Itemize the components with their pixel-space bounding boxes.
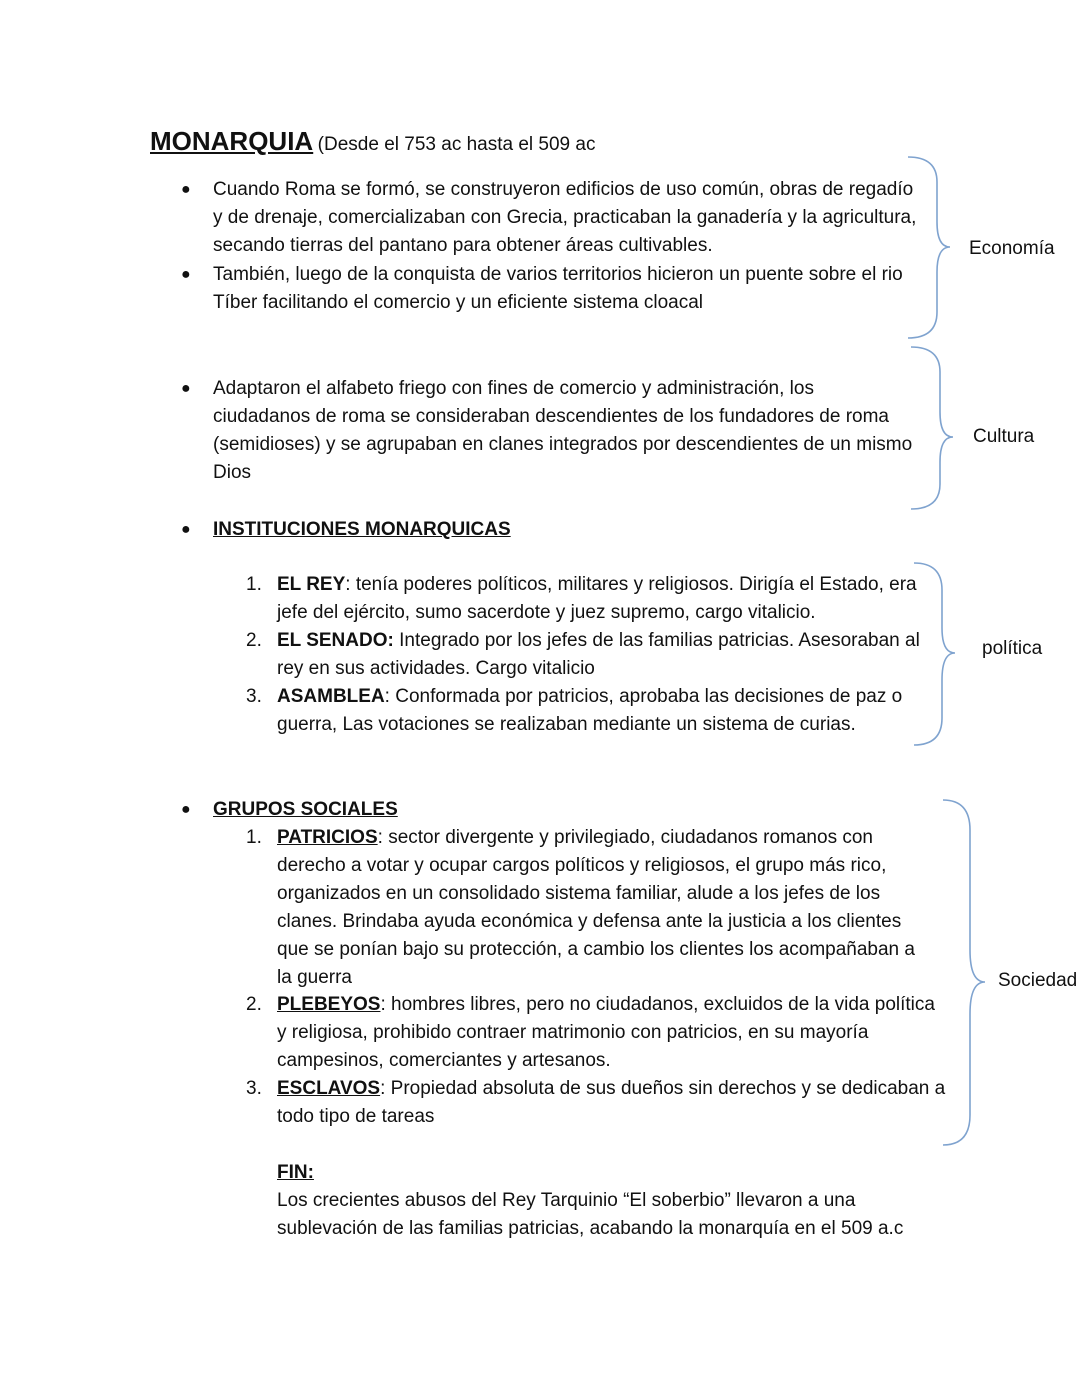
label-cultura: Cultura	[973, 426, 1035, 447]
label-sociedad: Sociedad	[998, 970, 1078, 991]
label-economia: Economía	[969, 238, 1055, 259]
list-number: 1.	[246, 827, 262, 848]
list-number: 2.	[246, 630, 262, 651]
institucion-asamblea: ASAMBLEA: Conformada por patricios, aprobaba las decisiones de paz o guerra, Las votaciones se realizaban mediante un sistema de curias.	[277, 686, 903, 735]
bullet-icon: ●	[181, 380, 191, 397]
brace-politica	[914, 563, 955, 745]
bullet-icon: ●	[181, 266, 191, 283]
label-politica: política	[982, 638, 1043, 659]
brace-sociedad	[943, 800, 985, 1145]
grupos-heading: GRUPOS SOCIALES	[213, 799, 398, 820]
list-number: 1.	[246, 574, 262, 595]
economia-bullet-2: También, luego de la conquista de varios territorios hicieron un puente sobre el rio Tíber facilitando el comercio y un eficiente sistema cloacal	[213, 264, 903, 313]
institucion-rey: EL REY: tenía poderes políticos, militares y religiosos. Dirigía el Estado, era jefe del ejército, sumo sacerdote y juez supremo, cargo vitalicio.	[277, 574, 917, 623]
instituciones-heading: INSTITUCIONES MONARQUICAS	[213, 519, 511, 540]
list-number: 3.	[246, 1078, 262, 1099]
fin-heading: FIN:	[277, 1162, 314, 1183]
grupo-plebeyos: PLEBEYOS: hombres libres, pero no ciudadanos, excluidos de la vida política y religiosa, prohibido contraer matrimonio con patricios, en su mayoría campesinos, comerciantes y artesanos.	[277, 994, 935, 1071]
institucion-senado: EL SENADO: Integrado por los jefes de las familias patricias. Asesoraban al rey en sus actividades. Cargo vitalicio	[277, 630, 920, 679]
bullet-icon: ●	[181, 521, 191, 538]
grupo-patricios: PATRICIOS: sector divergente y privilegiado, ciudadanos romanos con derecho a votar y ocupar cargos políticos y religiosos, el grupo más rico, organizados en un consolidado sistema familiar, alude a los jefes de los clanes. Brindaba ayuda económica y defensa ante la justicia a los clientes que se ponían bajo su protección, a cambio los clientes los acompañaban a la guerra	[277, 827, 915, 988]
bullet-icon: ●	[181, 181, 191, 198]
page-title	[150, 126, 595, 157]
list-number: 2.	[246, 994, 262, 1015]
bullet-icon: ●	[181, 801, 191, 818]
title-subtitle: (Desde el 753 ac hasta el 509 ac	[317, 134, 596, 155]
fin-section: FIN: Los crecientes abusos del Rey Tarquinio “El soberbio” llevaron a una sublevación de las familias patricias, acabando la monarquía en el 509 a.c	[277, 1159, 903, 1243]
economia-bullet-1: Cuando Roma se formó, se construyeron edificios de uso común, obras de regadío y de drenaje, comercializaban con Grecia, practicaban la ganadería y la agricultura, secando tierras del pantano para obtener áreas cultivables.	[213, 179, 917, 256]
cultura-bullet-1: Adaptaron el alfabeto friego con fines de comercio y administración, los ciudadanos de roma se consideraban descendientes de los fundadores de roma (semidioses) y se agrupaban en clanes integrados por descendientes de un mismo Dios	[213, 378, 913, 483]
list-number: 3.	[246, 686, 262, 707]
brace-cultura	[911, 347, 953, 509]
grupo-esclavos: ESCLAVOS: Propiedad absoluta de sus dueños sin derechos y se dedicaban a todo tipo de tareas	[277, 1078, 946, 1127]
title-main: MONARQUIA	[150, 126, 314, 156]
